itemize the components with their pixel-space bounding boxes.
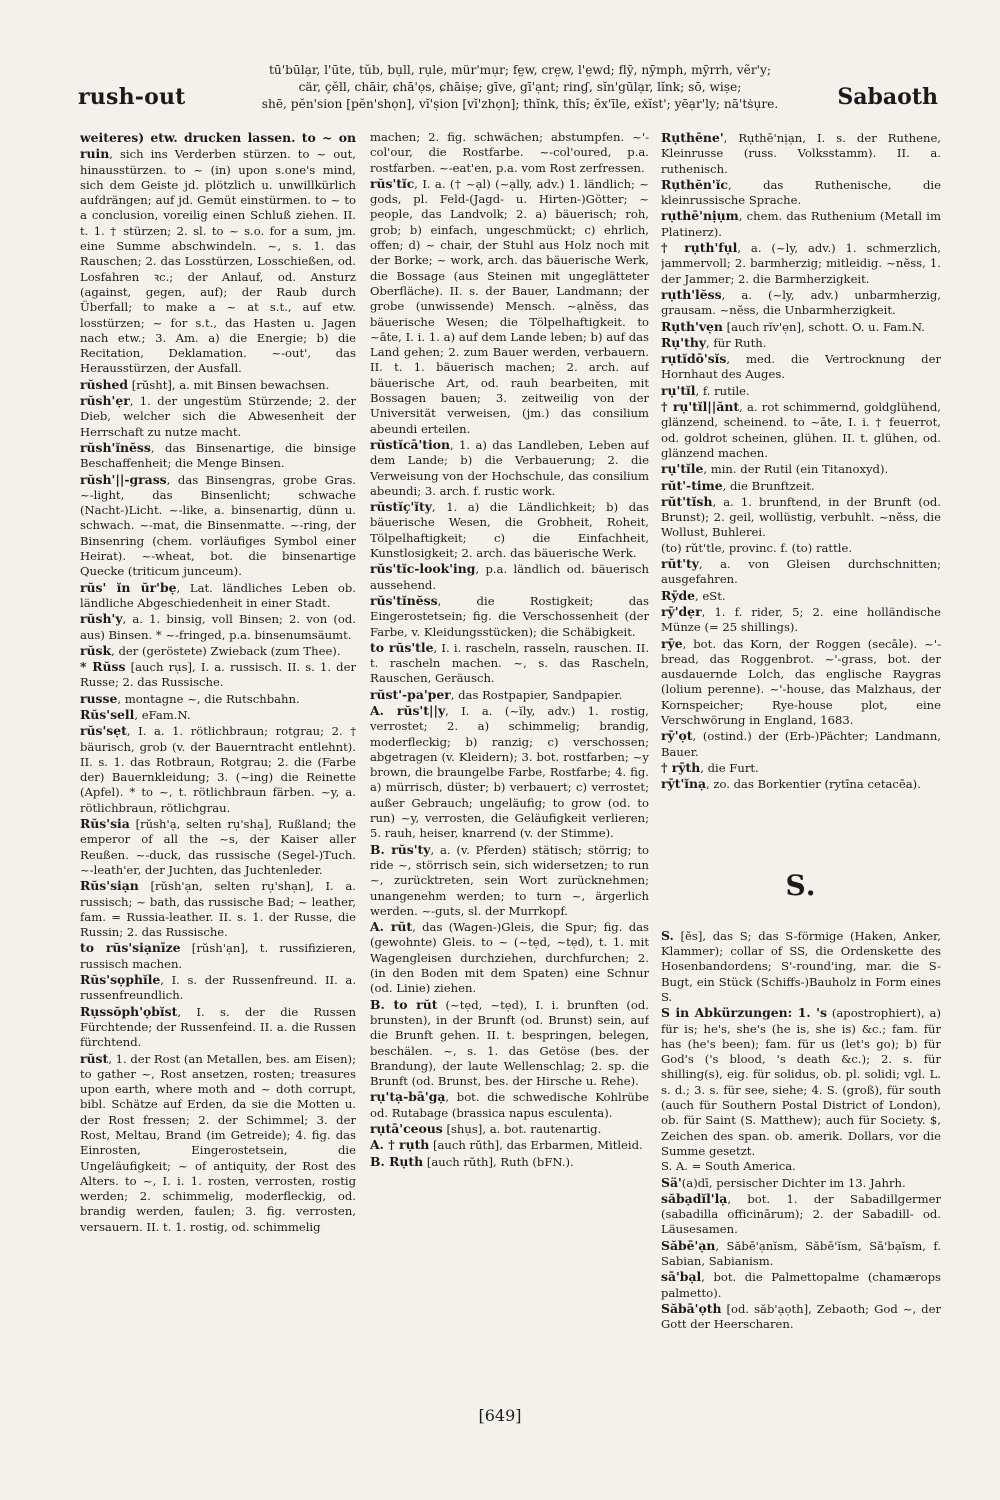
column-middle — [370, 130, 649, 1405]
dictionary-entry: rŭs'sẹt, I. a. 1. rötlichbraun; rotgrau; 2. † bäurisch, grob (v. der Bauerntracht entlehnt). II. s. 1. das Rotbraun, Rotgrau; 2. die (Farbe der) Bauernkleidung; 3. (~ing) die Reinette (Apfel). * to ~, t. rötlichbraun färben. ~y, a. rötlichbraun, rötlichgrau. — [80, 723, 356, 815]
dictionary-entry: B. to rŭt (~tẹd, ~tẹd), I. i. brunften (od. brunsten), in der Brunft (od. Brunst) sein, auf die Brunft gehen. II. t. bespringen, belegen, beschälen. ~, s. 1. das Getöse (bes. der Brandung), der laute Wellenschlag; 2. sp. die Brunft (od. Brunst, bes. der Hirsche u. Rehe). — [370, 996, 649, 1089]
dictionary-entry: rŭshed [rŭsht], a. mit Binsen bewachsen. — [80, 376, 330, 392]
dictionary-entry: B. rŭs'ty, a. (v. Pferden) stätisch; störrig; to ride ~, störrisch sein, sich widersetzen; to run ~, zurücktreten, sein Wort zurücknehmen; unangenehm werden; to turn ~, ärgerlich werden. ~-guts, sl. der Murrkopf. — [370, 841, 649, 918]
dictionary-entry: rŭs'tĭc, I. a. († ~ạl) (~ạlly, adv.) 1. ländlich; ~ gods, pl. Feld-(Jagd- u. Hirten-)Götter; ~ people, das Landvolk; 2. a) bäuerisch; roh, grob; b) einfach, ungeschmückt; c) ehrlich, offen; d) ~ chair, der Stuhl aus Holz noch mit der Borke; ~ work, arch. das bäuerische Werk, die Bossage (aus Steinen mit ungeglätteter Oberfläche). II. s. der Bauer, Landmann; der grobe (unwissende) Mensch. ~ạlnĕss, das bäuerische Wesen; die Tölpelhaftigkeit. to ~āte, I. i. 1. a) auf dem Lande leben; b) auf das Land gehen; 2. zum Bauer werden, verbauern. II. t. 1. bäuerisch machen; 2. arch. auf bäuerische Art, od. rauh bearbeiten, mit Bossagen bauen; 3. zeitweilig von der Universität verweisen, (jm.) das consilium abeundi erteilen. — [370, 175, 649, 436]
page-number: [649] — [478, 1406, 522, 1425]
dictionary-entry: Rụthēne', Rụthē'nịạn, I. s. der Ruthene, Kleinrusse (russ. Volksstamm). II. a. ruthenisch. — [661, 130, 941, 176]
dictionary-entry: rụ'tạ-bā'gạ, bot. die schwedische Kohlrübe od. Rutabage (brassica napus esculenta). — [370, 1089, 649, 1120]
dictionary-entry: sā'bạl, bot. die Palmettopalme (chamærops palmetto). — [661, 1269, 941, 1300]
dictionary-entry: † rụ'tĭl||ănt, a. rot schimmernd, goldglühend, glänzend, scheinend. to ~āte, I. i. † feuerrot, od. goldrot scheinen, glühen. II. t. glühen, od. glänzend machen. — [661, 399, 941, 460]
dictionary-entry: Sä'(a)dī, persischer Dichter im 13. Jahrh. — [661, 1174, 906, 1190]
pronunciation-key — [225, 62, 815, 113]
dictionary-entry: rụth'lĕss, a. (~ly, adv.) unbarmherzig, grausam. ~nĕss, die Unbarmherzigkeit. — [661, 286, 941, 318]
dictionary-entry: rȳt'ĭnạ, zo. das Borkentier (rytīna cetacēa). — [661, 776, 921, 792]
dictionary-entry: rụ'tĭle, min. der Rutil (ein Titanoxyd). — [661, 461, 889, 477]
dictionary-entry: săbạdĭl'lạ, bot. 1. der Sabadillgermer (sabadilla officinārum); 2. der Sabadill- od. Läusesamen. — [661, 1190, 941, 1237]
dictionary-entry: (to) rŭt'tle, provinc. f. (to) rattle. — [661, 540, 853, 555]
section-letter-heading: S. — [785, 869, 817, 903]
right-guide-word: Sabaoth — [837, 84, 938, 110]
dictionary-entry: russe, montagne ~, die Rutschbahn. — [80, 690, 300, 706]
dictionary-entry: rụtā'ceous [shụs], a. bot. rautenartig. — [370, 1121, 602, 1136]
dictionary-entry: rŭsh'ẹr, 1. der ungestüm Stürzende; 2. der Dieb, welcher sich die Abwesenheit der Herrschaft zu nutze macht. — [80, 393, 356, 439]
dictionary-entry: * Rŭss [auch rụs], I. a. russisch. II. s. 1. der Russe; 2. das Russische. — [80, 659, 356, 690]
dictionary-entry: rŭst'-pa'per, das Rostpapier, Sandpapier. — [370, 686, 623, 702]
dictionary-entry: Săbē'ạn, Săbē'ạnĭsm, Săbē'ĭsm, Sā'bạĭsm, f. Sabian, Sabianism. — [661, 1237, 941, 1268]
dictionary-entry: S. [ĕs], das S; das S-förmige (Haken, Anker, Klammer); collar of SS, die Ordenskette des Hosenbandordens; S'-round'ing, mar. die S-Bugt, ein Stück (Schiffs-)Bauholz in Form eines S. — [661, 927, 941, 1004]
dictionary-entry: rụtĭdō'sĭs, med. die Vertrocknung der Hornhaut des Auges. — [661, 351, 941, 382]
dictionary-entry: rŭsh'ĭnĕss, das Binsenartige, die binsige Beschaffenheit; die Menge Binsen. — [80, 439, 356, 471]
dictionary-entry: rȳ'dẹr, 1. f. rider, 5; 2. eine holländische Münze (= 25 shillings). — [661, 603, 941, 635]
dictionary-entry: Rȳde, eSt. — [661, 587, 726, 603]
dictionary-entry: A. † rụth [auch rŭth], das Erbarmen, Mitleid. — [370, 1137, 643, 1153]
pron-key-line: shē, pĕn'sion [pĕn'shọn], vĭ'ṣion [vĭ'zhọn]; thĭnk, thĭs; ĕx'īle, eẋĭst'; yēạr'ly; nā'tṡụre. — [261, 97, 779, 111]
dictionary-entry: Rŭs'siạn [rŭsh'ạn, selten rụ'shạn], I. a. russisch; ~ bath, das russische Bad; ~ leather, fam. = Russia-leather. II. s. 1. der Russe, die Russin; 2. das Russische. — [80, 878, 356, 940]
dictionary-entry: rŭsk, der (geröstete) Zwieback (zum Thee). — [80, 642, 341, 658]
dictionary-entry: rŭstĭç'ĭty, 1. a) die Ländlichkeit; b) das bäuerische Wesen, die Grobheit, Roheit, Tölpelhaftigkeit; c) die Einfachheit, Kunstlosigkeit; 2. arch. das bäuerische Werk. — [370, 499, 649, 561]
dictionary-entry: rụ'tĭl, f. rutile. — [661, 382, 750, 398]
pron-key-line: cär, çĕll, chāir, ɕhā'ọs, ɕhāiṣe; gīve, gī'ạnt; rinɠ, sĭn'gūlạr, lĭnk; sō, wiṣe; — [298, 80, 742, 94]
dictionary-entry: B. Rụth [auch rŭth], Ruth (bFN.). — [370, 1153, 574, 1169]
dictionary-entry: Rŭs'sọphĭle, I. s. der Russenfreund. II. a. russenfreundlich. — [80, 972, 356, 1003]
dictionary-entry: S. A. = South America. — [661, 1159, 796, 1174]
dictionary-entry: Rụ'thy, für Ruth. — [661, 334, 767, 350]
dictionary-entry: A. rŭs't||y, I. a. (~ĭly, adv.) 1. rostig, verrostet; 2. a) schimmelig; brandig, moderfleckig; b) ranzig; c) verschossen; abgetragen (v. Kleidern); 3. bot. rostfarben; ~y brown, die braungelbe Farbe, Rostfarbe; 4. fig. a) mürrisch, düster; b) verbauert; c) verrostet; außer Gebrauch; ungeläufig; to grow (od. to run) ~y, verrosten, die Geläufigkeit verlieren; 5. rauh, heiser, knarrend (v. der Stimme). — [370, 702, 649, 841]
dictionary-entry: to rŭs'tle, I. i. rascheln, rasseln, rauschen. II. t. rascheln machen. ~, s. das Rascheln, Rauschen, Geräusch. — [370, 639, 649, 686]
dictionary-entry: † rȳth, die Furt. — [661, 759, 759, 775]
dictionary-entry: machen; 2. fig. schwächen; abstumpfen. ~'-col'our, die Rostfarbe. ~-col'oured, p.a. rostfarben. ~-eat'en, p.a. vom Rost zerfressen. — [370, 130, 649, 175]
dictionary-entry: rŭt'-time, die Brunftzeit. — [661, 477, 815, 493]
dictionary-entry: S in Abkürzungen: 1. 's (apostrophiert), a) für is; he's, she's (he is, she is) &c.; fam. für has (he's been); fam. für us (let's go); b) für God's ('s blood, 's death &c.); 2. s. für shilling(s), eig. für solidus, ob. pl. solidi; vgl. L. s. d.; 3. s. für see, siehe; 4. S. (groß), für south (auch für Southern Postal District of London), ob. für Saint (S. Matthew); auch für Society. $, Zeichen des span. ob. amerik. Dollars, vor die Summe gesetzt. — [661, 1005, 941, 1158]
left-guide-word: rush-out — [78, 84, 186, 110]
dictionary-entry: Săbā'ọth [od. săb'ạọth], Zebaoth; God ~, der Gott der Heerscharen. — [661, 1300, 941, 1332]
dictionary-entry: rŭst, 1. der Rost (an Metallen, bes. am Eisen); to gather ~, Rost ansetzen, rosten; treasures upon earth, where moth and ~ doth corrupt, bibl. Schätze auf Erden, da sie die Motten u. der Rost fressen; 2. der Schimmel; 3. der Rost, Meltau, Brand (im Getreide); 4. fig. das Einrosten, Eingerostetsein, die Ungeläufigkeit; ~ of antiquity, der Rost des Alters. to ~, I. i. 1. rosten, verrosten, rostig werden; 2. schimmelig, moderfleckig, od. brandig werden, faulen; 3. fig. verrosten, versauern. II. t. 1. rostig, od. schimmelig — [80, 1050, 356, 1234]
dictionary-entry: rŭt'ty, a. von Gleisen durchschnitten; ausgefahren. — [661, 556, 941, 587]
dictionary-entry: rȳe, bot. das Korn, der Roggen (secāle). ~'-bread, das Roggenbrot. ~'-grass, bot. der ausdauernde Lolch, das englische Raygras (lolium perenne). ~'-house, das Malzhaus, der Kornspeicher; Rye-house plot, eine Verschwörung in England, 1683. — [661, 635, 941, 727]
dictionary-entry: † rụth'fụl, a. (~ly, adv.) 1. schmerzlich, jammervoll; 2. barmherzig; mitleidig. ~nĕss, 1. der Jammer; 2. die Barmherzigkeit. — [661, 240, 941, 286]
dictionary-entry: Rŭs'sia [rŭsh'ạ, selten rụ'shạ], Rußland; the emperor of all the ~s, der Kaiser aller Reußen. ~-duck, das russische (Segel-)Tuch. ~-leath'er, der Juchten, das Juchtenleder. — [80, 816, 356, 877]
dictionary-entry: rŭs'tĭc-look'ing, p.a. ländlich od. bäuerisch aussehend. — [370, 561, 649, 592]
dictionary-entry: rŭs'tĭnĕss, die Rostigkeit; das Eingerostetsein; fig. die Verschossenheit (der Farbe, v. Kleidungsstücken); die Schäbigkeit. — [370, 592, 649, 639]
dictionary-entry: rȳ'ọt, (ostind.) der (Erb-)Pächter; Landmann, Bauer. — [661, 728, 941, 759]
dictionary-entry: Rụth'vẹn [auch rĭv'ẹn], schott. O. u. Fam.N. — [661, 318, 925, 334]
dictionary-entry: rŭt'tĭsh, a. 1. brunftend, in der Brunft (od. Brunst); 2. geil, wollüstig, verbuhlt. ~nĕss, die Wollust, Buhlerei. — [661, 493, 941, 540]
pron-key-line: tū'būlạr, l'ūte, tŭb, bụll, rụle, mür'mụr; fe̤w, cre̤w, l'e̤wd; flȳ, nȳmph, mȳrrh, vẽr'y; — [268, 63, 772, 77]
dictionary-entry: to rŭs'siạnīze [rŭsh'ạn], t. russifizieren, russisch machen. — [80, 940, 356, 971]
dictionary-entry: rŭs' ĭn ŭr'bẹ, Lat. ländliches Leben ob. ländliche Abgeschiedenheit in einer Stadt. — [80, 579, 356, 610]
dictionary-entry: rụthē'nịụm, chem. das Ruthenium (Metall im Platinerz). — [661, 208, 941, 239]
column-left — [80, 130, 356, 1405]
dictionary-entry: A. rŭt, das (Wagen-)Gleis, die Spur; fig. das (gewohnte) Gleis. to ~ (~tẹd, ~tẹd), t. 1. mit Wagengleisen durchziehen, durchfurchen; 2. (in den Boden mit dem Spaten) eine Schnur (od. Linie) ziehen. — [370, 919, 649, 996]
column-right — [661, 130, 941, 1405]
dictionary-entry: weiteres) etw. drucken lassen. to ~ on ruin, sich ins Verderben stürzen. to ~ out, hinausstürzen. to ~ (in) upon s.one's mind, sich dem Geiste jd. plötzlich u. unwillkürlich aufdrängen; auf jd. Gemüt einstürmen. to ~ to a conclusion, voreilig einen Schluß ziehen. II. t. 1. † stürzen; 2. sl. to ~ s.o. for a sum, jm. eine Summe abschwindeln. ~, s. 1. das Rauschen; 2. das Losstürzen, Losschießen, od. Losfahren ꝛc.; der Anlauf, od. Ansturz (against, gegen, auf); der Raub durch Überfall; to make a ~ at s.t., auf etw. losstürzen; ~ for s.t., das Hasten u. Jagen nach etw.; 3. Am. a) die Energie; b) die Recitation, Deklamation. ~-out', das Herausstürzen, der Ausfall. — [80, 130, 356, 376]
dictionary-entry: rŭsh'y, a. 1. binsig, voll Binsen; 2. von (od. aus) Binsen. * ~-fringed, p.a. binsenumsäumt. — [80, 611, 356, 642]
dictionary-entry: rŭsh'||-grass, das Binsengras, grobe Gras. ~-light, das Binsenlicht; schwache (Nacht-)Licht. ~-like, a. binsenartig, dünn u. schwach. ~-mat, die Binsenmatte. ~-ring, der Binsenring (chem. vorläufiges Symbol einer Heirat). ~-wheat, bot. die binsenartige Quecke (triticum junceum). — [80, 471, 356, 579]
dictionary-entry: rŭstĭcā'tion, 1. a) das Landleben, Leben auf dem Lande; b) die Verbauerung; 2. die Verweisung von der Hochschule, das consilium abeundi; 3. arch. f. rustic work. — [370, 436, 649, 498]
dictionary-entry: Rụssŏph'ọbĭst, I. s. der die Russen Fürchtende; der Russenfeind. II. a. die Russen fürchtend. — [80, 1003, 356, 1050]
dictionary-entry: Rŭs'sell, eFam.N. — [80, 706, 191, 722]
dictionary-entry: Rụthĕn'ĭc, das Ruthenische, die kleinrussische Sprache. — [661, 176, 941, 208]
